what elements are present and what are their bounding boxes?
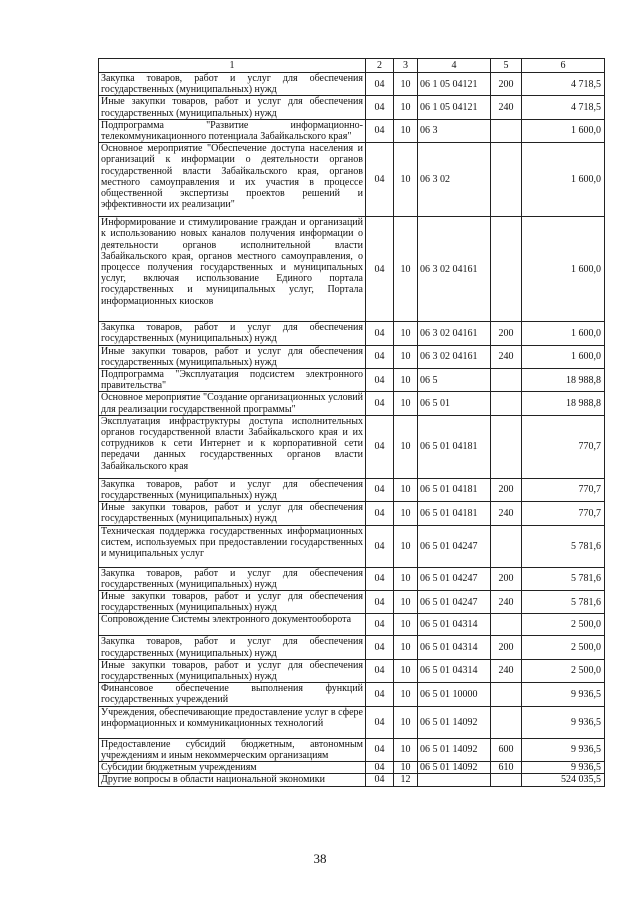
row-subsection-cell: 10 (394, 591, 418, 614)
table-row (99, 591, 605, 614)
row-subsection-cell: 10 (394, 415, 418, 478)
row-subsection-cell: 10 (394, 706, 418, 738)
row-amount-cell: 2 500,0 (522, 614, 605, 636)
column-header: 5 (491, 59, 522, 73)
row-name-cell: Другие вопросы в области национальной экономики (99, 774, 366, 786)
row-section-cell: 04 (366, 738, 394, 761)
table-row (99, 96, 605, 119)
row-amount-cell: 5 781,6 (522, 525, 605, 567)
row-section-cell: 04 (366, 392, 394, 415)
row-target-article-cell: 06 5 01 04314 (418, 659, 491, 682)
row-subsection-cell: 12 (394, 774, 418, 786)
table-row (99, 478, 605, 501)
table-row (99, 73, 605, 96)
row-amount-cell: 1 600,0 (522, 143, 605, 217)
row-section-cell: 04 (366, 119, 394, 142)
table-row (99, 614, 605, 636)
row-section-cell: 04 (366, 762, 394, 774)
table-row (99, 217, 605, 322)
table-row (99, 119, 605, 142)
row-amount-cell: 2 500,0 (522, 659, 605, 682)
row-section-cell: 04 (366, 683, 394, 706)
row-subsection-cell: 10 (394, 636, 418, 659)
table-row (99, 525, 605, 567)
row-amount-cell: 4 718,5 (522, 73, 605, 96)
row-name-cell: Субсидии бюджетным учреждениям (99, 762, 366, 774)
table-row (99, 322, 605, 345)
row-expense-type-cell (491, 525, 522, 567)
row-expense-type-cell: 200 (491, 636, 522, 659)
row-target-article-cell: 06 5 01 14092 (418, 706, 491, 738)
row-section-cell: 04 (366, 567, 394, 590)
table-row (99, 738, 605, 761)
row-subsection-cell: 10 (394, 762, 418, 774)
table-row (99, 683, 605, 706)
row-subsection-cell: 10 (394, 659, 418, 682)
row-amount-cell: 1 600,0 (522, 217, 605, 322)
row-name-cell: Техническая поддержка государственных информационных систем, используемых при предоставлении государственных и муниципальных услуг (99, 525, 366, 567)
row-subsection-cell: 10 (394, 683, 418, 706)
row-target-article-cell: 06 1 05 04121 (418, 96, 491, 119)
row-expense-type-cell (491, 706, 522, 738)
row-target-article-cell: 06 1 05 04121 (418, 73, 491, 96)
row-expense-type-cell: 240 (491, 659, 522, 682)
table-row (99, 567, 605, 590)
row-subsection-cell: 10 (394, 478, 418, 501)
row-amount-cell: 770,7 (522, 415, 605, 478)
row-name-cell: Подпрограмма "Эксплуатация подсистем электронного правительства" (99, 369, 366, 392)
row-expense-type-cell: 600 (491, 738, 522, 761)
row-expense-type-cell: 200 (491, 73, 522, 96)
row-target-article-cell (418, 774, 491, 786)
row-section-cell: 04 (366, 73, 394, 96)
row-expense-type-cell (491, 217, 522, 322)
row-section-cell: 04 (366, 591, 394, 614)
page-number: 38 (313, 851, 327, 866)
row-amount-cell: 9 936,5 (522, 738, 605, 761)
row-amount-cell: 5 781,6 (522, 591, 605, 614)
row-name-cell: Иные закупки товаров, работ и услуг для обеспечения государственных (муниципальных) нужд (99, 96, 366, 119)
table-row (99, 636, 605, 659)
row-subsection-cell: 10 (394, 143, 418, 217)
row-name-cell: Закупка товаров, работ и услуг для обеспечения государственных (муниципальных) нужд (99, 322, 366, 345)
row-amount-cell: 18 988,8 (522, 392, 605, 415)
row-subsection-cell: 10 (394, 369, 418, 392)
row-subsection-cell: 10 (394, 738, 418, 761)
row-section-cell: 04 (366, 322, 394, 345)
row-section-cell: 04 (366, 217, 394, 322)
row-expense-type-cell: 240 (491, 96, 522, 119)
row-name-cell: Подпрограмма "Развитие информационно-телекоммуникационного потенциала Забайкальского края" (99, 119, 366, 142)
row-section-cell: 04 (366, 525, 394, 567)
row-expense-type-cell (491, 119, 522, 142)
row-section-cell: 04 (366, 614, 394, 636)
row-amount-cell: 770,7 (522, 502, 605, 525)
row-target-article-cell: 06 5 01 04314 (418, 614, 491, 636)
table-row (99, 415, 605, 478)
row-expense-type-cell (491, 614, 522, 636)
row-subsection-cell: 10 (394, 567, 418, 590)
row-subsection-cell: 10 (394, 217, 418, 322)
row-expense-type-cell: 200 (491, 567, 522, 590)
row-amount-cell: 4 718,5 (522, 96, 605, 119)
row-name-cell: Закупка товаров, работ и услуг для обеспечения государственных (муниципальных) нужд (99, 478, 366, 501)
row-target-article-cell: 06 5 01 04314 (418, 636, 491, 659)
row-name-cell: Финансовое обеспечение выполнения функций государственных учреждений (99, 683, 366, 706)
table-row (99, 392, 605, 415)
row-section-cell: 04 (366, 415, 394, 478)
row-name-cell: Учреждения, обеспечивающие предоставление услуг в сфере информационных и коммуникационных технологий (99, 706, 366, 738)
row-expense-type-cell (491, 683, 522, 706)
row-name-cell: Иные закупки товаров, работ и услуг для обеспечения государственных (муниципальных) нужд (99, 502, 366, 525)
row-name-cell: Предоставление субсидий бюджетным, автономным учреждениям и иным некоммерческим организациям (99, 738, 366, 761)
row-name-cell: Основное мероприятие "Создание организационных условий для реализации государственной программы" (99, 392, 366, 415)
row-section-cell: 04 (366, 96, 394, 119)
table-row (99, 659, 605, 682)
row-amount-cell: 18 988,8 (522, 369, 605, 392)
row-target-article-cell: 06 5 01 04247 (418, 525, 491, 567)
row-target-article-cell: 06 5 01 14092 (418, 738, 491, 761)
row-expense-type-cell: 240 (491, 591, 522, 614)
table-row (99, 706, 605, 738)
row-expense-type-cell (491, 392, 522, 415)
row-expense-type-cell (491, 143, 522, 217)
row-target-article-cell: 06 3 02 04161 (418, 322, 491, 345)
row-amount-cell: 9 936,5 (522, 762, 605, 774)
row-expense-type-cell: 200 (491, 478, 522, 501)
row-name-cell: Эксплуатация инфраструктуры доступа исполнительных органов государственной власти Забайкальского края и их сотрудников к сети Интернет и к корпоративной сети передачи данных государственных органов власти Забайкальского края (99, 415, 366, 478)
row-amount-cell: 1 600,0 (522, 345, 605, 368)
row-subsection-cell: 10 (394, 525, 418, 567)
row-subsection-cell: 10 (394, 502, 418, 525)
column-header: 1 (99, 59, 366, 73)
column-header: 2 (366, 59, 394, 73)
row-target-article-cell: 06 5 (418, 369, 491, 392)
row-amount-cell: 9 936,5 (522, 683, 605, 706)
row-section-cell: 04 (366, 706, 394, 738)
row-section-cell: 04 (366, 774, 394, 786)
row-expense-type-cell (491, 415, 522, 478)
row-subsection-cell: 10 (394, 119, 418, 142)
row-target-article-cell: 06 5 01 (418, 392, 491, 415)
row-amount-cell: 5 781,6 (522, 567, 605, 590)
row-expense-type-cell: 240 (491, 502, 522, 525)
table-row (99, 774, 605, 786)
row-amount-cell: 1 600,0 (522, 119, 605, 142)
row-section-cell: 04 (366, 636, 394, 659)
row-expense-type-cell: 610 (491, 762, 522, 774)
row-section-cell: 04 (366, 345, 394, 368)
table-row (99, 345, 605, 368)
column-header: 6 (522, 59, 605, 73)
table-header-row (99, 59, 605, 73)
row-name-cell: Закупка товаров, работ и услуг для обеспечения государственных (муниципальных) нужд (99, 567, 366, 590)
row-name-cell: Сопровождение Системы электронного документооборота (99, 614, 366, 636)
row-expense-type-cell: 200 (491, 322, 522, 345)
table-body (99, 73, 605, 787)
row-subsection-cell: 10 (394, 345, 418, 368)
row-name-cell: Информирование и стимулирование граждан и организаций к использованию новых каналов получения информации о деятельности органов исполнительной власти Забайкальского края, органов местного самоуправления, о процессе получения государственных и муниципальных услуг, включая использование Единого портала государственных и муниципальных услуг, Портала информационных киосков (99, 217, 366, 322)
row-section-cell: 04 (366, 659, 394, 682)
row-target-article-cell: 06 3 02 04161 (418, 217, 491, 322)
row-target-article-cell: 06 5 01 04181 (418, 415, 491, 478)
row-amount-cell: 524 035,5 (522, 774, 605, 786)
row-name-cell: Иные закупки товаров, работ и услуг для обеспечения государственных (муниципальных) нужд (99, 345, 366, 368)
row-target-article-cell: 06 5 01 14092 (418, 762, 491, 774)
row-target-article-cell: 06 5 01 04181 (418, 502, 491, 525)
row-amount-cell: 770,7 (522, 478, 605, 501)
row-amount-cell: 9 936,5 (522, 706, 605, 738)
row-section-cell: 04 (366, 143, 394, 217)
row-name-cell: Закупка товаров, работ и услуг для обеспечения государственных (муниципальных) нужд (99, 73, 366, 96)
row-section-cell: 04 (366, 478, 394, 501)
row-name-cell: Иные закупки товаров, работ и услуг для обеспечения государственных (муниципальных) нужд (99, 591, 366, 614)
row-subsection-cell: 10 (394, 96, 418, 119)
table-row (99, 502, 605, 525)
column-header: 4 (418, 59, 491, 73)
row-expense-type-cell (491, 369, 522, 392)
column-header: 3 (394, 59, 418, 73)
row-target-article-cell: 06 5 01 10000 (418, 683, 491, 706)
row-section-cell: 04 (366, 502, 394, 525)
row-amount-cell: 2 500,0 (522, 636, 605, 659)
table-row (99, 762, 605, 774)
row-target-article-cell: 06 5 01 04247 (418, 591, 491, 614)
row-target-article-cell: 06 3 02 (418, 143, 491, 217)
row-subsection-cell: 10 (394, 73, 418, 96)
row-expense-type-cell (491, 774, 522, 786)
row-target-article-cell: 06 5 01 04247 (418, 567, 491, 590)
row-expense-type-cell: 240 (491, 345, 522, 368)
row-name-cell: Основное мероприятие "Обеспечение доступа населения и организаций к информации о деятельности органов государственной власти Забайкальского края, органов местного самоуправления и их участия в процессе общественной экспертизы проектов решений и эффективности их реализации" (99, 143, 366, 217)
row-subsection-cell: 10 (394, 614, 418, 636)
row-subsection-cell: 10 (394, 322, 418, 345)
row-name-cell: Иные закупки товаров, работ и услуг для обеспечения государственных (муниципальных) нужд (99, 659, 366, 682)
table-row (99, 369, 605, 392)
row-amount-cell: 1 600,0 (522, 322, 605, 345)
row-name-cell: Закупка товаров, работ и услуг для обеспечения государственных (муниципальных) нужд (99, 636, 366, 659)
budget-table (98, 58, 605, 787)
row-target-article-cell: 06 3 (418, 119, 491, 142)
row-target-article-cell: 06 5 01 04181 (418, 478, 491, 501)
row-subsection-cell: 10 (394, 392, 418, 415)
table-row (99, 143, 605, 217)
row-target-article-cell: 06 3 02 04161 (418, 345, 491, 368)
row-section-cell: 04 (366, 369, 394, 392)
